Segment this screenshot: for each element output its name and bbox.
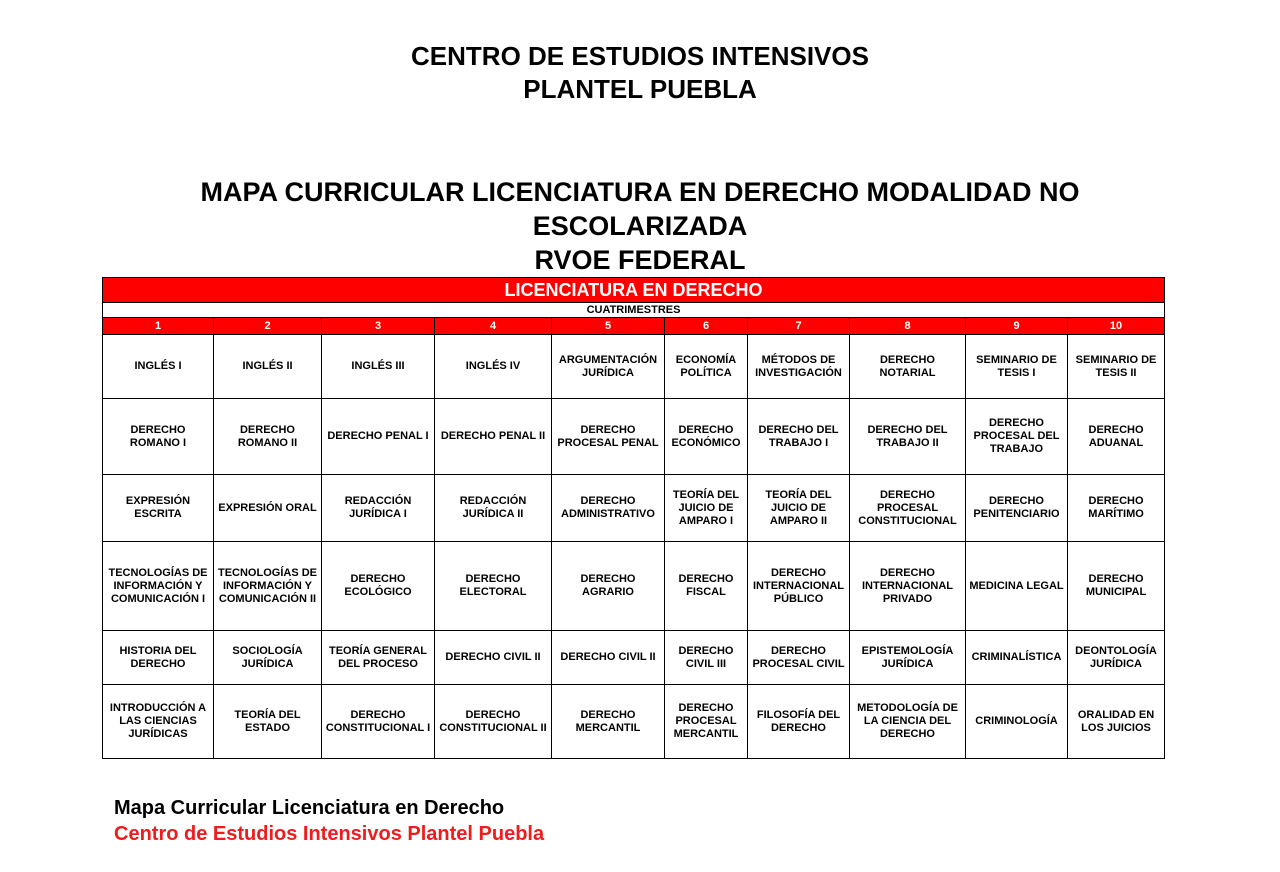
- footer-caption: Mapa Curricular Licenciatura en Derecho: [114, 797, 505, 819]
- subject-cell: DERECHO ROMANO II: [214, 399, 322, 475]
- subject-cell: DERECHO ROMANO I: [103, 399, 214, 475]
- title-line-1: MAPA CURRICULAR LICENCIATURA EN DERECHO MODALIDAD NO: [200, 177, 1080, 207]
- subject-row: [103, 335, 1165, 399]
- subject-cell: INGLÉS I: [103, 335, 214, 399]
- subject-row: [103, 542, 1165, 631]
- program-header-row: [103, 278, 1165, 303]
- subject-cell: MEDICINA LEGAL: [966, 542, 1068, 631]
- subject-cell: DERECHO CONSTITUCIONAL II: [435, 685, 552, 759]
- term-number-10: 10: [1068, 318, 1165, 335]
- subject-cell: DERECHO PENAL I: [322, 399, 435, 475]
- subject-cell: FILOSOFÍA DEL DERECHO: [748, 685, 850, 759]
- subject-cell: DERECHO ECONÓMICO: [665, 399, 748, 475]
- term-number-4: 4: [435, 318, 552, 335]
- document-title: [0, 175, 1280, 277]
- subject-cell: DERECHO PROCESAL PENAL: [552, 399, 665, 475]
- subject-cell: ECONOMÍA POLÍTICA: [665, 335, 748, 399]
- subject-cell: INGLÉS III: [322, 335, 435, 399]
- term-number-5: 5: [552, 318, 665, 335]
- term-number-6: 6: [665, 318, 748, 335]
- footer-institution: Centro de Estudios Intensivos Plantel Puebla: [114, 823, 545, 845]
- subject-cell: INGLÉS IV: [435, 335, 552, 399]
- subject-cell: SEMINARIO DE TESIS II: [1068, 335, 1165, 399]
- title-line-2: ESCOLARIZADA: [532, 211, 748, 241]
- title-line-3: RVOE FEDERAL: [534, 245, 746, 275]
- subject-cell: DERECHO MARÍTIMO: [1068, 475, 1165, 542]
- subject-cell: REDACCIÓN JURÍDICA I: [322, 475, 435, 542]
- subject-cell: DERECHO ADUANAL: [1068, 399, 1165, 475]
- subject-cell: DERECHO NOTARIAL: [850, 335, 966, 399]
- subject-row: [103, 399, 1165, 475]
- subject-cell: DERECHO INTERNACIONAL PRIVADO: [850, 542, 966, 631]
- subject-cell: EXPRESIÓN ORAL: [214, 475, 322, 542]
- subject-cell: DERECHO PROCESAL CIVIL: [748, 631, 850, 685]
- subject-cell: INGLÉS II: [214, 335, 322, 399]
- subject-cell: DERECHO CIVIL II: [435, 631, 552, 685]
- subject-cell: DERECHO MERCANTIL: [552, 685, 665, 759]
- subject-cell: DERECHO CONSTITUCIONAL I: [322, 685, 435, 759]
- term-number-2: 2: [214, 318, 322, 335]
- subject-cell: DERECHO CIVIL II: [552, 631, 665, 685]
- subject-cell: DEONTOLOGÍA JURÍDICA: [1068, 631, 1165, 685]
- period-label: CUATRIMESTRES: [103, 303, 1165, 318]
- term-number-9: 9: [966, 318, 1068, 335]
- term-number-1: 1: [103, 318, 214, 335]
- subject-cell: DERECHO PROCESAL MERCANTIL: [665, 685, 748, 759]
- subject-cell: DERECHO INTERNACIONAL PÚBLICO: [748, 542, 850, 631]
- subject-cell: DERECHO PROCESAL DEL TRABAJO: [966, 399, 1068, 475]
- institution-header: [0, 40, 1280, 106]
- subject-cell: DERECHO ECOLÓGICO: [322, 542, 435, 631]
- period-label-row: [103, 303, 1165, 318]
- subject-cell: CRIMINALÍSTICA: [966, 631, 1068, 685]
- subject-cell: DERECHO DEL TRABAJO I: [748, 399, 850, 475]
- subject-cell: EXPRESIÓN ESCRITA: [103, 475, 214, 542]
- subject-cell: DERECHO FISCAL: [665, 542, 748, 631]
- curriculum-table: [102, 277, 1165, 759]
- term-number-8: 8: [850, 318, 966, 335]
- subject-cell: TEORÍA DEL JUICIO DE AMPARO I: [665, 475, 748, 542]
- subject-cell: TEORÍA GENERAL DEL PROCESO: [322, 631, 435, 685]
- subject-row: [103, 475, 1165, 542]
- subject-cell: MÉTODOS DE INVESTIGACIÓN: [748, 335, 850, 399]
- subject-cell: DERECHO ELECTORAL: [435, 542, 552, 631]
- subject-cell: TECNOLOGÍAS DE INFORMACIÓN Y COMUNICACIÓN II: [214, 542, 322, 631]
- subject-cell: DERECHO CIVIL III: [665, 631, 748, 685]
- subject-cell: SEMINARIO DE TESIS I: [966, 335, 1068, 399]
- term-number-row: [103, 318, 1165, 335]
- subject-cell: INTRODUCCIÓN A LAS CIENCIAS JURÍDICAS: [103, 685, 214, 759]
- subject-cell: REDACCIÓN JURÍDICA II: [435, 475, 552, 542]
- subject-cell: ORALIDAD EN LOS JUICIOS: [1068, 685, 1165, 759]
- subject-cell: HISTORIA DEL DERECHO: [103, 631, 214, 685]
- subject-cell: TEORÍA DEL ESTADO: [214, 685, 322, 759]
- subject-cell: DERECHO AGRARIO: [552, 542, 665, 631]
- subject-row: [103, 631, 1165, 685]
- subject-cell: ARGUMENTACIÓN JURÍDICA: [552, 335, 665, 399]
- subject-cell: CRIMINOLOGÍA: [966, 685, 1068, 759]
- subject-cell: TEORÍA DEL JUICIO DE AMPARO II: [748, 475, 850, 542]
- subject-cell: METODOLOGÍA DE LA CIENCIA DEL DERECHO: [850, 685, 966, 759]
- subject-row: [103, 685, 1165, 759]
- subject-cell: DERECHO DEL TRABAJO II: [850, 399, 966, 475]
- subject-cell: TECNOLOGÍAS DE INFORMACIÓN Y COMUNICACIÓN I: [103, 542, 214, 631]
- institution-name: CENTRO DE ESTUDIOS INTENSIVOS: [411, 41, 869, 71]
- term-number-7: 7: [748, 318, 850, 335]
- subject-cell: EPISTEMOLOGÍA JURÍDICA: [850, 631, 966, 685]
- program-name: LICENCIATURA EN DERECHO: [103, 278, 1165, 303]
- subject-cell: DERECHO PENAL II: [435, 399, 552, 475]
- term-number-3: 3: [322, 318, 435, 335]
- subject-cell: DERECHO ADMINISTRATIVO: [552, 475, 665, 542]
- subject-cell: DERECHO PROCESAL CONSTITUCIONAL: [850, 475, 966, 542]
- subject-cell: DERECHO MUNICIPAL: [1068, 542, 1165, 631]
- campus-name: PLANTEL PUEBLA: [523, 74, 757, 104]
- subject-cell: DERECHO PENITENCIARIO: [966, 475, 1068, 542]
- subject-cell: SOCIOLOGÍA JURÍDICA: [214, 631, 322, 685]
